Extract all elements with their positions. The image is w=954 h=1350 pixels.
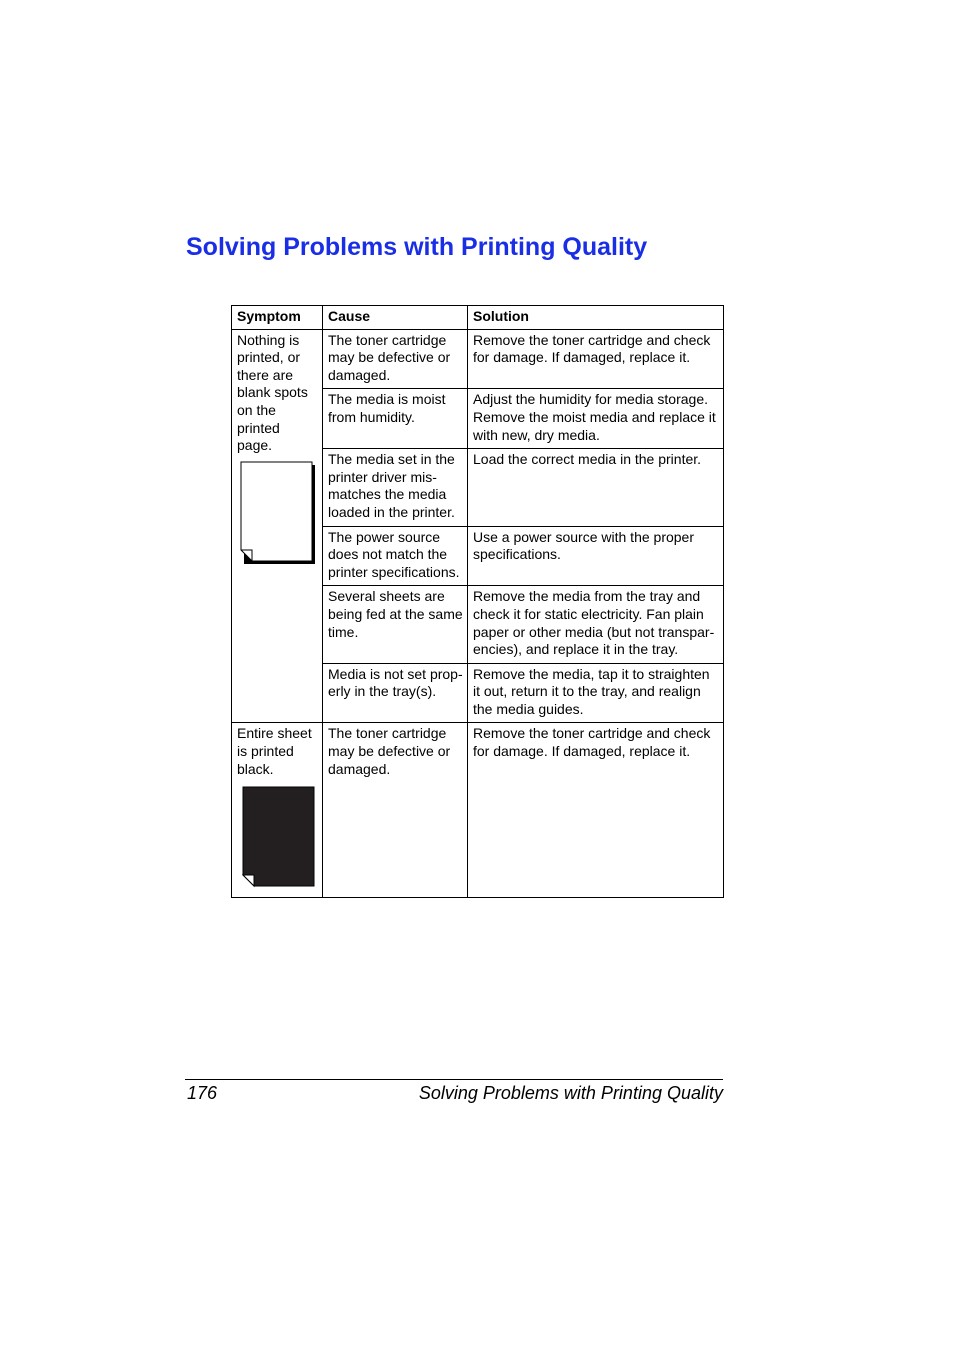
troubleshooting-table (231, 305, 724, 898)
symptom-cell (232, 329, 323, 723)
cause-cell: Several sheets are being fed at the same time. (323, 586, 468, 663)
page-title: Solving Problems with Printing Quality (186, 233, 648, 261)
header-cause: Cause (323, 306, 468, 330)
cause-cell: The toner cartridge may be defective or damaged. (323, 723, 468, 897)
solution-cell: Adjust the humidity for media storage. Remove the moist media and replace it with new, dry media. (468, 389, 724, 449)
cause-cell: The media is moist from humidity. (323, 389, 468, 449)
header-symptom: Symptom (232, 306, 323, 330)
running-title: Solving Problems with Printing Quality (418, 1083, 723, 1103)
solution-cell: Use a power source with the proper specifications. (468, 526, 724, 586)
symptom-text: Nothing is printed, or there are blank spots on the printed page. (237, 331, 308, 454)
solution-cell: Remove the toner cartridge and check for damage. If damaged, replace it. (468, 723, 724, 897)
cause-cell: The toner cartridge may be defective or damaged. (323, 329, 468, 389)
cause-cell: The power source does not match the printer specifications. (323, 526, 468, 586)
black-page-icon (242, 786, 316, 888)
table-header-row (232, 306, 724, 330)
solution-cell: Load the correct media in the printer. (468, 449, 724, 526)
table-row (232, 329, 724, 389)
footer-divider (185, 1079, 723, 1080)
cause-cell: Media is not set prop-erly in the tray(s). (323, 663, 468, 723)
solution-cell: Remove the toner cartridge and check for damage. If damaged, replace it. (468, 329, 724, 389)
blank-page-icon (240, 461, 316, 565)
solution-cell: Remove the media, tap it to straighten it out, return it to the tray, and realign the media guides. (468, 663, 724, 723)
symptom-text: Entire sheet is printed black. (237, 725, 312, 777)
header-solution: Solution (468, 306, 724, 330)
solution-cell: Remove the media from the tray and check it for static electricity. Fan plain paper or other media (but not transpar-encies), and replace it in the tray. (468, 586, 724, 663)
symptom-cell (232, 723, 323, 897)
table-row (232, 723, 724, 897)
page-number: 176 (187, 1083, 218, 1103)
cause-cell: The media set in the printer driver mis-matches the media loaded in the printer. (323, 449, 468, 526)
